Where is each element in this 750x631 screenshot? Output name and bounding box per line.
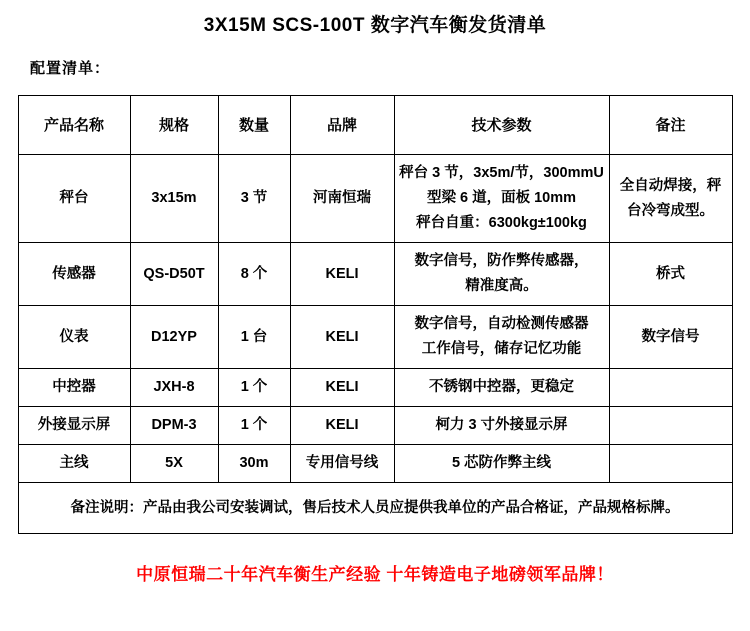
cell-product-name: 主线 <box>18 445 130 483</box>
cell-brand: 河南恒瑞 <box>290 155 394 243</box>
tech-line: 秤台 3 节，3x5m/节，300mmU <box>399 165 604 181</box>
table-row <box>18 445 732 483</box>
table-row <box>18 243 732 306</box>
table-row <box>18 407 732 445</box>
table-note-row <box>18 483 732 534</box>
note-text: 备注说明：产品由我公司安装调试，售后技术人员应提供我单位的产品合格证，产品规格标牌。 <box>18 483 732 534</box>
cell-technical-parameters <box>394 155 609 243</box>
remark-line: 台冷弯成型。 <box>627 202 714 219</box>
column-header-brand: 品牌 <box>290 96 394 155</box>
tech-line: 秤台自重：6300kg±100kg <box>416 215 587 231</box>
table-row <box>18 306 732 369</box>
cell-remark: 桥式 <box>609 243 732 306</box>
configuration-list-label: 配置清单： <box>30 60 111 77</box>
cell-product-name: 中控器 <box>18 369 130 407</box>
footer-slogan: 中原恒瑞二十年汽车衡生产经验 十年铸造电子地磅领军品牌！ <box>136 565 614 584</box>
cell-spec: 5X <box>130 445 218 483</box>
page-title: 3X15M SCS-100T 数字汽车衡发货清单 <box>203 15 547 36</box>
column-header-spec: 规格 <box>130 96 218 155</box>
cell-technical-parameters <box>394 243 609 306</box>
cell-product-name: 传感器 <box>18 243 130 306</box>
tech-line: 精准度高。 <box>465 278 538 294</box>
cell-technical-parameters: 5 芯防作弊主线 <box>394 445 609 483</box>
cell-remark <box>609 445 732 483</box>
tech-line: 数字信号，防作弊传感器， <box>414 253 589 269</box>
cell-brand: 专用信号线 <box>290 445 394 483</box>
cell-remark <box>609 155 732 243</box>
table-header-row <box>18 96 732 155</box>
cell-brand: KELI <box>290 306 394 369</box>
specification-table <box>18 95 733 534</box>
cell-brand: KELI <box>290 407 394 445</box>
column-header-remark: 备注 <box>609 96 732 155</box>
cell-product-name: 外接显示屏 <box>18 407 130 445</box>
cell-brand: KELI <box>290 243 394 306</box>
cell-quantity: 1 个 <box>218 369 290 407</box>
cell-spec: D12YP <box>130 306 218 369</box>
cell-quantity: 3 节 <box>218 155 290 243</box>
cell-spec: JXH-8 <box>130 369 218 407</box>
cell-remark <box>609 369 732 407</box>
tech-line: 工作信号，储存记忆功能 <box>421 341 582 357</box>
cell-spec: 3x15m <box>130 155 218 243</box>
table-row <box>18 369 732 407</box>
table-row <box>18 155 732 243</box>
cell-technical-parameters: 柯力 3 寸外接显示屏 <box>394 407 609 445</box>
cell-product-name: 秤台 <box>18 155 130 243</box>
remark-line: 全自动焊接，秤 <box>619 177 722 194</box>
cell-remark: 数字信号 <box>609 306 732 369</box>
column-header-quantity: 数量 <box>218 96 290 155</box>
cell-quantity: 30m <box>218 445 290 483</box>
cell-product-name: 仪表 <box>18 306 130 369</box>
tech-line: 数字信号，自动检测传感器 <box>414 316 589 332</box>
tech-line: 型梁 6 道，面板 10mm <box>426 190 577 206</box>
cell-brand: KELI <box>290 369 394 407</box>
cell-technical-parameters: 不锈钢中控器，更稳定 <box>394 369 609 407</box>
column-header-technical-parameters: 技术参数 <box>394 96 609 155</box>
cell-quantity: 8 个 <box>218 243 290 306</box>
column-header-product-name: 产品名称 <box>18 96 130 155</box>
cell-spec: QS-D50T <box>130 243 218 306</box>
cell-spec: DPM-3 <box>130 407 218 445</box>
cell-technical-parameters <box>394 306 609 369</box>
cell-quantity: 1 台 <box>218 306 290 369</box>
cell-remark <box>609 407 732 445</box>
cell-quantity: 1 个 <box>218 407 290 445</box>
